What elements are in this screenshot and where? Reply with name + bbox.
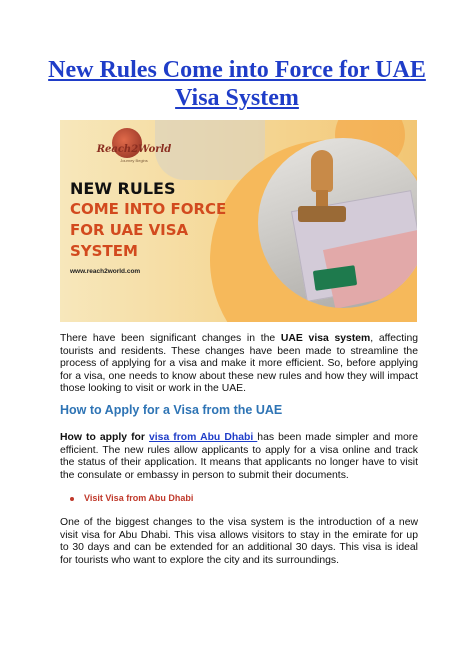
logo-name: Reach2World	[96, 144, 172, 155]
apply-text: has been made simpler and more efficient. The new rules allow applicants to apply for a visa online and track the status of their application. It means that applicants no longer have to visit the consulate or embassy in person to submit their documents.	[60, 432, 418, 481]
banner-website: www.reach2world.com	[70, 268, 141, 275]
stamp-base-icon	[298, 206, 346, 222]
headline-line-1: NEW RULES	[70, 179, 176, 198]
title-line-1: New Rules Come into Force for UAE	[48, 57, 426, 83]
headline-line-2: COME INTO FORCE	[70, 200, 227, 218]
bullet-dot-icon	[70, 497, 74, 501]
section-heading: How to Apply for a Visa from the UAE	[60, 403, 283, 417]
visit-visa-paragraph: One of the biggest changes to the visa system is the introduction of a new visit visa for Abu Dhabi. This visa allows visitors to stay in the emirate for up to 30 days and can be extended for an additional 30 days. This visa is ideal for tourists who want to explore the city and its surroundings.	[60, 517, 418, 566]
headline-line-3: FOR UAE VISA	[70, 221, 189, 239]
apply-bold: How to apply for	[60, 432, 150, 443]
stamp-photo	[258, 138, 417, 308]
banner-image	[60, 120, 417, 322]
bullet-label: Visit Visa from Abu Dhabi	[84, 493, 194, 503]
visa-abu-dhabi-link[interactable]: visa from Abu Dhabi	[149, 432, 258, 443]
headline-line-4: SYSTEM	[70, 242, 138, 260]
banner-headline	[70, 178, 260, 262]
intro-paragraph	[60, 333, 418, 396]
intro-text-2: , affecting tourists and residents. These changes have been made to streamline the process of applying for a visa and make it more efficient. So, before applying for a visa, one needs to know about these new rules and how they will impact those looking to visit or work in the UAE.	[60, 333, 418, 395]
stamp-handle-icon	[311, 150, 333, 192]
apply-paragraph	[60, 432, 418, 482]
intro-bold: UAE visa system	[280, 333, 371, 344]
intro-text-1: There have been significant changes in the	[60, 333, 281, 344]
title-line-2: Visa System	[175, 85, 299, 111]
bullet-item	[70, 493, 193, 503]
document-title	[20, 56, 454, 112]
logo-tagline: Journey Begins	[120, 158, 148, 163]
